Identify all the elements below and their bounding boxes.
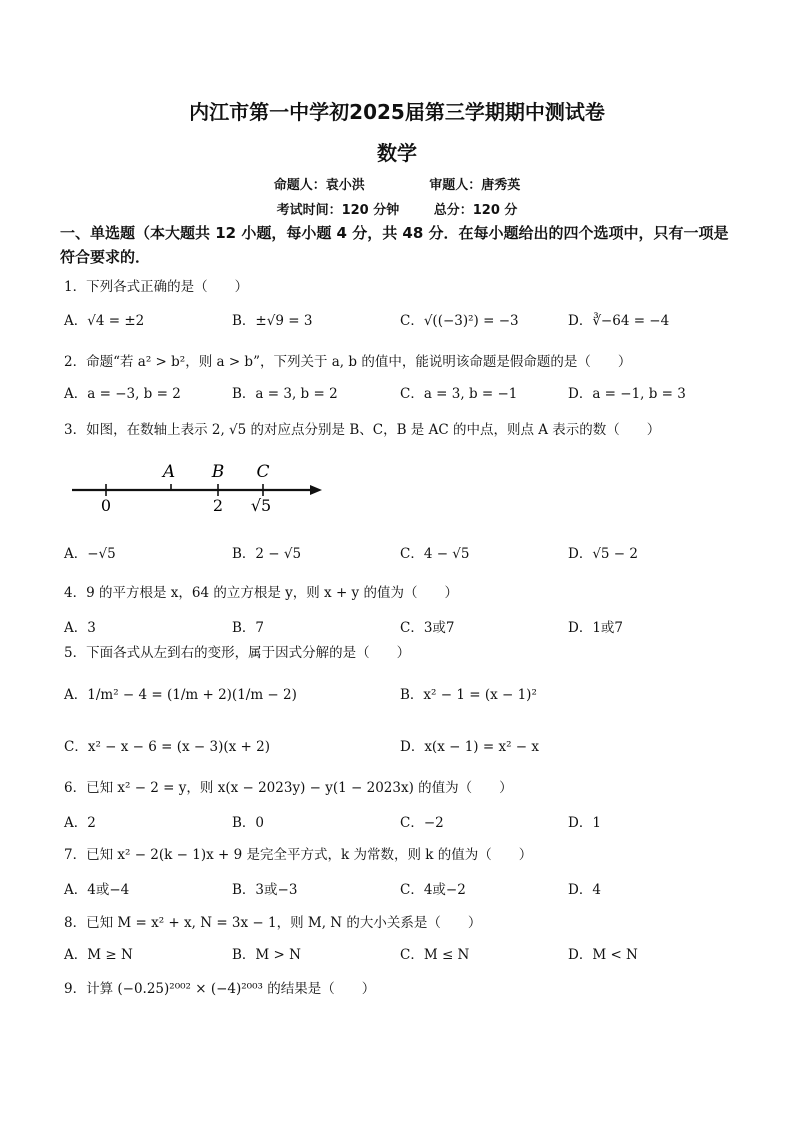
q6-option-d: D．1	[568, 815, 601, 831]
q2-option-a: A．a = −3, b = 2	[64, 386, 181, 402]
tick-label-sqrt5: √5	[250, 496, 272, 515]
subject-title: 数学	[377, 141, 417, 165]
number-line-figure	[64, 455, 334, 520]
q6-option-c: C．−2	[400, 815, 444, 831]
q2-option-b: B．a = 3, b = 2	[232, 386, 338, 402]
point-b-label: B	[211, 462, 225, 482]
q4-option-c: C．3或7	[400, 620, 455, 636]
total-score: 总分：120 分	[433, 203, 518, 218]
q2-option-d: D．a = −1, b = 3	[568, 386, 686, 402]
q8-option-c: C．M ≤ N	[400, 947, 470, 963]
q7-option-a: A．4或−4	[64, 882, 130, 898]
q1-option-c: C．√((−3)²) = −3	[400, 313, 519, 329]
q7-option-d: D．4	[568, 882, 601, 898]
time-line	[0, 199, 794, 218]
q8-option-a: A．M ≥ N	[64, 947, 133, 963]
arrow-icon	[310, 485, 322, 495]
exam-title: 内江市第一中学初2025届第三学期期中测试卷	[189, 100, 605, 124]
q3-option-c: C．4 − √5	[400, 546, 470, 562]
q7-option-b: B．3或−3	[232, 882, 298, 898]
q5-option-b: B．x² − 1 = (x − 1)²	[400, 687, 537, 703]
q5-option-a: A．1/m² − 4 = (1/m + 2)(1/m − 2)	[64, 687, 297, 703]
q5-option-d: D．x(x − 1) = x² − x	[400, 739, 539, 755]
question-7-stem: 7．已知 x² − 2(k − 1)x + 9 是完全平方式，k 为常数，则 k 的值为（ ）	[64, 847, 533, 863]
q5-option-c: C．x² − x − 6 = (x − 3)(x + 2)	[64, 739, 271, 755]
point-c-label: C	[256, 462, 270, 482]
q1-option-a: A．√4 = ±2	[64, 313, 145, 329]
question-4-stem: 4．9 的平方根是 x，64 的立方根是 y，则 x + y 的值为（ ）	[64, 585, 458, 601]
q7-option-c: C．4或−2	[400, 882, 466, 898]
question-2-stem: 2．命题“若 a² > b²，则 a > b”，下列关于 a, b 的值中，能说明该命题是假命题的是（ ）	[64, 354, 632, 370]
reviewer: 审题人：唐秀英	[429, 178, 521, 193]
q3-option-a: A．−√5	[64, 546, 116, 562]
question-9-stem: 9．计算 (−0.25)²⁰⁰² × (−4)²⁰⁰³ 的结果是（ ）	[64, 981, 376, 997]
q4-option-a: A．3	[64, 620, 96, 636]
q8-option-b: B．M > N	[232, 947, 301, 963]
setter: 命题人：袁小洪	[273, 178, 365, 193]
q8-option-d: D．M < N	[568, 947, 638, 963]
question-5-stem: 5．下面各式从左到右的变形，属于因式分解的是（ ）	[64, 645, 411, 661]
q1-option-b: B．±√9 = 3	[232, 313, 313, 329]
exam-time: 考试时间：120 分钟	[276, 203, 400, 218]
section-heading: 一、单选题（本大题共 12 小题，每小题 4 分，共 48 分．在每小题给出的四个选项中，只有一项是符合要求的．	[60, 224, 729, 266]
q6-option-a: A．2	[64, 815, 96, 831]
question-1-stem: 1．下列各式正确的是（ ）	[64, 279, 249, 295]
tick-label-0: 0	[100, 496, 112, 515]
question-8-stem: 8．已知 M = x² + x, N = 3x − 1，则 M, N 的大小关系是（ ）	[64, 915, 482, 931]
tick-label-2: 2	[212, 496, 224, 515]
q2-option-c: C．a = 3, b = −1	[400, 386, 518, 402]
point-a-label: A	[162, 462, 176, 482]
setter-line	[0, 174, 794, 193]
question-3-stem: 3．如图，在数轴上表示 2, √5 的对应点分别是 B、C，B 是 AC 的中点，则点 A 表示的数（ ）	[64, 422, 661, 438]
q3-option-b: B．2 − √5	[232, 546, 302, 562]
q4-option-b: B．7	[232, 620, 265, 636]
q1-option-d: D．∛−64 = −4	[568, 313, 670, 329]
question-6-stem: 6．已知 x² − 2 = y，则 x(x − 2023y) − y(1 − 2023x) 的值为（ ）	[64, 780, 513, 796]
q3-option-d: D．√5 − 2	[568, 546, 638, 562]
q6-option-b: B．0	[232, 815, 265, 831]
q4-option-d: D．1或7	[568, 620, 624, 636]
